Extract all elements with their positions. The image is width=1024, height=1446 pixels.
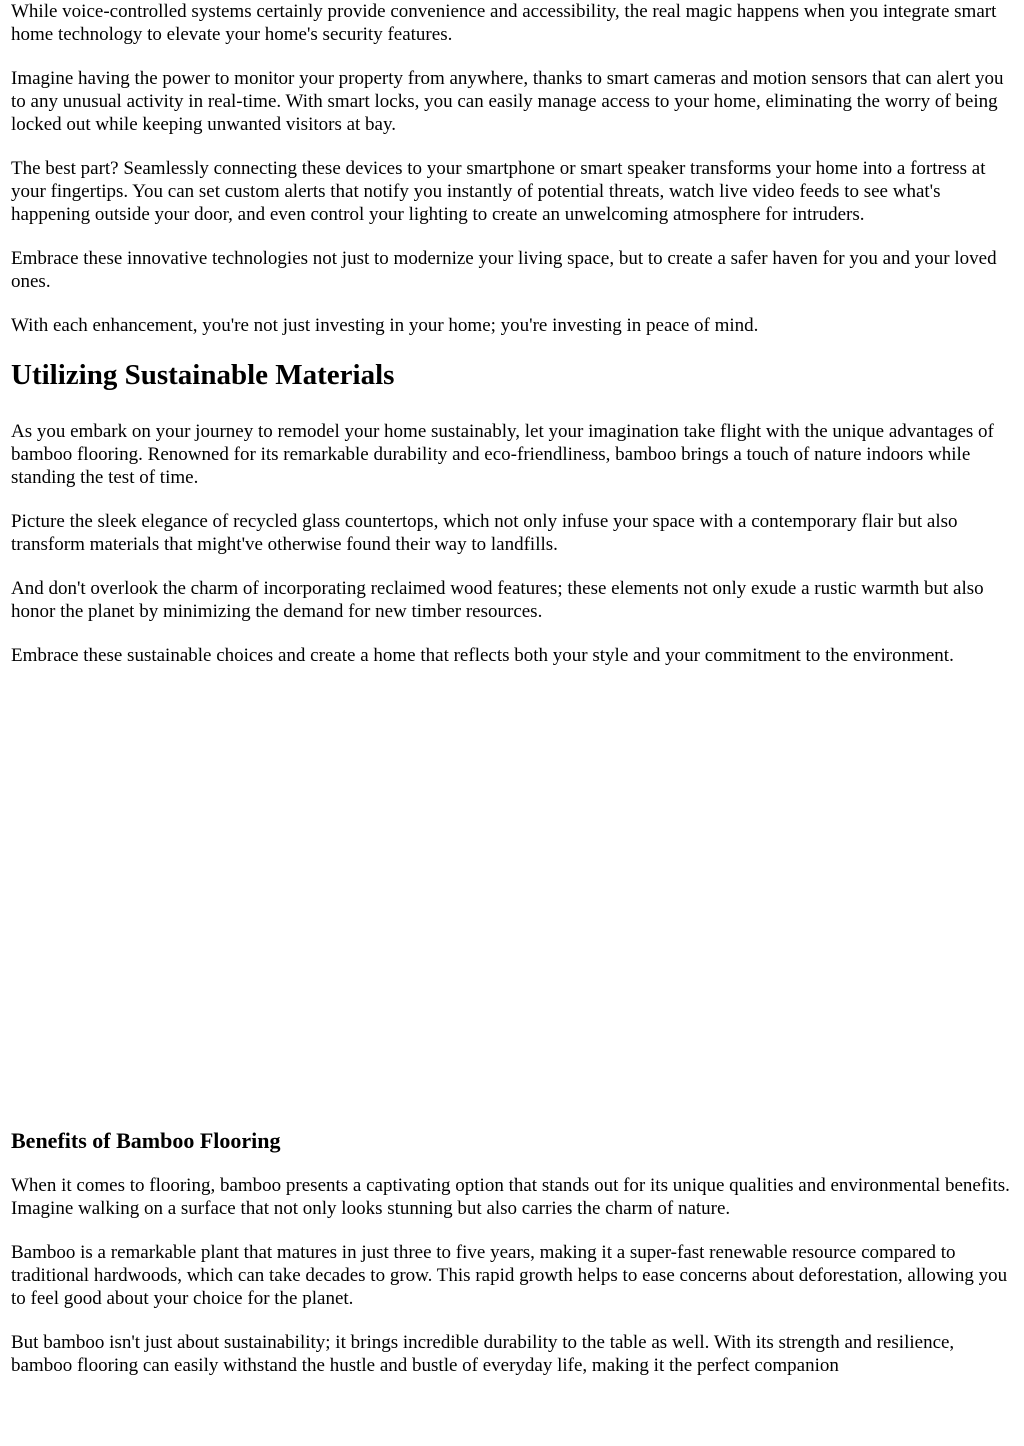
- security-paragraph-1: While voice-controlled systems certainly provide convenience and accessibility, the real magic happens when you integrate smart home technology to elevate your home's security features.: [11, 1, 997, 45]
- bamboo-heading: Benefits of Bamboo Flooring: [11, 1128, 281, 1153]
- materials-paragraph-2: Picture the sleek elegance of recycled glass countertops, which not only infuse your space with a contemporary flair but also transform materials that might've otherwise found their way to landfills.: [11, 511, 958, 555]
- materials-paragraph-3: And don't overlook the charm of incorporating reclaimed wood features; these elements not only exude a rustic warmth but also honor the planet by minimizing the demand for new timber resources.: [11, 578, 984, 622]
- bamboo-section: [11, 1128, 1013, 1377]
- bamboo-paragraph-1: When it comes to flooring, bamboo presents a captivating option that stands out for its unique qualities and environmental benefits. Imagine walking on a surface that not only looks stunning but also carries the charm of nature.: [11, 1175, 1010, 1219]
- security-paragraph-4: Embrace these innovative technologies not just to modernize your living space, but to create a safer haven for you and your loved ones.: [11, 248, 997, 292]
- materials-paragraph-1: As you embark on your journey to remodel your home sustainably, let your imagination take flight with the unique advantages of bamboo flooring. Renowned for its remarkable durability and eco-friendliness, bamboo brings a touch of nature indoors while standing the test of time.: [11, 421, 994, 488]
- security-paragraph-2: Imagine having the power to monitor your property from anywhere, thanks to smart cameras and motion sensors that can alert you to any unusual activity in real-time. With smart locks, you can easily manage access to your home, eliminating the worry of being locked out while keeping unwanted visitors at bay.: [11, 68, 1004, 135]
- security-paragraph-5: With each enhancement, you're not just investing in your home; you're investing in peace of mind.: [11, 315, 759, 336]
- security-section: [11, 0, 1013, 337]
- bamboo-paragraph-3: But bamboo isn't just about sustainability; it brings incredible durability to the table as well. With its strength and resilience, bamboo flooring can easily withstand the hustle and bustle of everyday life, making it the perfect companion: [11, 1332, 955, 1376]
- materials-section: [11, 358, 1013, 667]
- materials-paragraph-4: Embrace these sustainable choices and create a home that reflects both your style and your commitment to the environment.: [11, 645, 954, 666]
- bamboo-paragraph-2: Bamboo is a remarkable plant that matures in just three to five years, making it a super-fast renewable resource compared to traditional hardwoods, which can take decades to grow. This rapid growth helps to ease concerns about deforestation, allowing you to feel good about your choice for the planet.: [11, 1242, 1008, 1309]
- blank-space: [11, 688, 1013, 1128]
- security-paragraph-3: The best part? Seamlessly connecting these devices to your smartphone or smart speaker transforms your home into a fortress at your fingertips. You can set custom alerts that notify you instantly of potential threats, watch live video feeds to see what's happening outside your door, and even control your lighting to create an unwelcoming atmosphere for intruders.: [11, 158, 986, 225]
- materials-heading: Utilizing Sustainable Materials: [11, 359, 395, 391]
